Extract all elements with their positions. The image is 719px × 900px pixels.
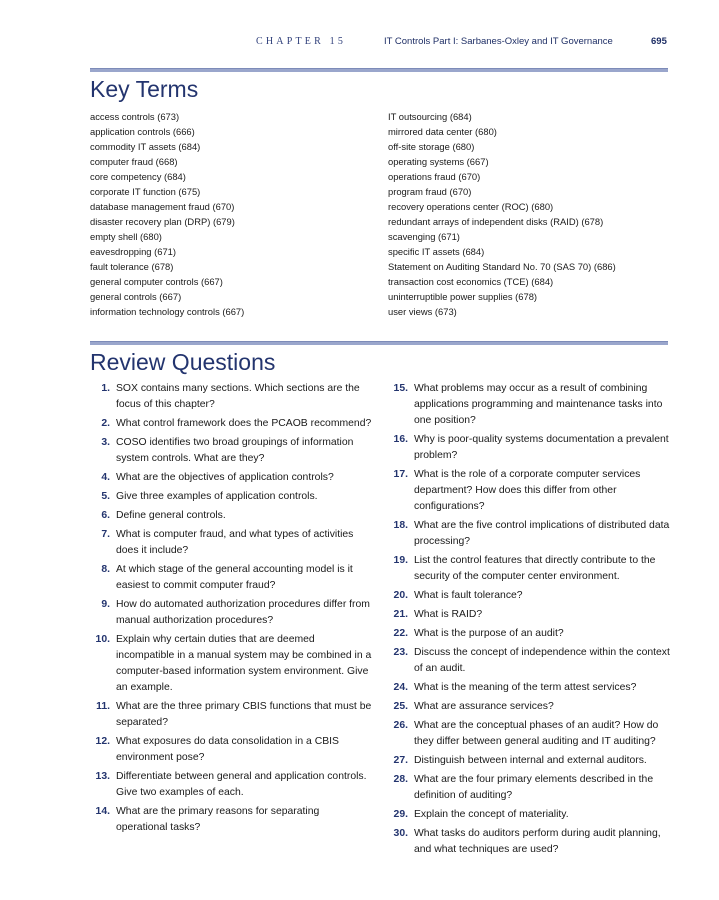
question-text: Define general controls.	[116, 510, 226, 521]
question-text: What is the role of a corporate computer services department? How does this differ from other configurations?	[414, 469, 641, 512]
question-number: 19.	[393, 555, 408, 566]
question-text: What is the purpose of an audit?	[414, 628, 564, 639]
review-question	[86, 632, 372, 696]
key-term: corporate IT function (675)	[90, 186, 201, 197]
key-terms-heading: Key Terms	[90, 76, 199, 102]
question-text: At which stage of the general accounting model is it easiest to commit computer fraud?	[116, 564, 353, 591]
question-text: What are the five control implications of distributed data processing?	[414, 520, 670, 547]
chapter-label: CHAPTER 15	[256, 36, 347, 47]
key-term: mirrored data center (680)	[388, 126, 497, 137]
key-term: uninterruptible power supplies (678)	[388, 291, 538, 302]
question-text: COSO identifies two broad groupings of information system controls. What are they?	[116, 437, 354, 464]
question-number: 1.	[101, 383, 110, 394]
question-number: 16.	[393, 434, 408, 445]
review-question	[86, 435, 372, 467]
section-divider	[90, 68, 668, 72]
key-term: operations fraud (670)	[388, 171, 481, 182]
question-text: Distinguish between internal and external auditors.	[414, 755, 647, 766]
question-text: What is fault tolerance?	[414, 590, 523, 601]
key-term: information technology controls (667)	[90, 306, 245, 317]
question-text: What is computer fraud, and what types of activities does it include?	[116, 529, 354, 556]
question-number: 13.	[95, 771, 110, 782]
review-question	[384, 553, 674, 585]
question-text: Why is poor-quality systems documentation a prevalent problem?	[414, 434, 669, 461]
question-number: 18.	[393, 520, 408, 531]
question-text: SOX contains many sections. Which sections are the focus of this chapter?	[116, 383, 360, 410]
key-term: transaction cost economics (TCE) (684)	[388, 276, 554, 287]
review-question	[384, 381, 674, 429]
question-number: 15.	[393, 383, 408, 394]
review-question	[384, 680, 674, 696]
question-text: What is the meaning of the term attest services?	[414, 682, 637, 693]
question-text: Give three examples of application controls.	[116, 491, 318, 502]
question-text: Explain the concept of materiality.	[414, 809, 569, 820]
question-text: What control framework does the PCAOB recommend?	[116, 418, 372, 429]
review-question	[384, 518, 674, 550]
review-questions-left-column	[86, 381, 372, 839]
question-text: What are the conceptual phases of an audit? How do they differ between general auditing and IT auditing?	[414, 720, 659, 747]
review-question	[86, 470, 372, 486]
key-term: redundant arrays of independent disks (RAID) (678)	[388, 216, 604, 227]
question-text: Discuss the concept of independence within the context of an audit.	[414, 647, 670, 674]
question-text: Explain why certain duties that are deemed incompatible in a manual system may be combined in a computer-based information system environment. Give an example.	[116, 634, 372, 693]
key-term: computer fraud (668)	[90, 156, 178, 167]
key-term: IT outsourcing (684)	[388, 111, 472, 122]
review-question	[86, 508, 372, 524]
question-number: 23.	[393, 647, 408, 658]
review-question	[384, 645, 674, 677]
key-term: recovery operations center (ROC) (680)	[388, 201, 554, 212]
key-term: operating systems (667)	[388, 156, 489, 167]
question-number: 20.	[393, 590, 408, 601]
key-term: core competency (684)	[90, 171, 186, 182]
key-term: empty shell (680)	[90, 231, 162, 242]
question-text: What tasks do auditors perform during audit planning, and what techniques are used?	[414, 828, 661, 855]
question-number: 7.	[101, 529, 110, 540]
question-number: 26.	[393, 720, 408, 731]
question-text: What are the three primary CBIS functions that must be separated?	[116, 701, 372, 728]
review-question	[384, 826, 674, 858]
review-question	[86, 699, 372, 731]
review-question	[384, 626, 674, 642]
question-number: 9.	[101, 599, 110, 610]
question-number: 12.	[95, 736, 110, 747]
question-text: How do automated authorization procedures differ from manual authorization procedures?	[116, 599, 370, 626]
review-question	[384, 772, 674, 804]
key-terms-right-column	[388, 109, 678, 319]
question-number: 28.	[393, 774, 408, 785]
question-number: 29.	[393, 809, 408, 820]
key-term: application controls (666)	[90, 126, 195, 137]
review-question	[86, 489, 372, 505]
key-term: fault tolerance (678)	[90, 261, 174, 272]
review-question	[86, 597, 372, 629]
question-number: 11.	[96, 701, 110, 712]
question-number: 14.	[95, 806, 110, 817]
question-number: 3.	[101, 437, 110, 448]
question-number: 10.	[95, 634, 110, 645]
section-divider	[90, 341, 668, 345]
question-text: What are the four primary elements described in the definition of auditing?	[414, 774, 654, 801]
key-term: database management fraud (670)	[90, 201, 235, 212]
key-term: program fraud (670)	[388, 186, 472, 197]
question-text: What are the objectives of application controls?	[116, 472, 334, 483]
key-term: access controls (673)	[90, 111, 180, 122]
review-question	[86, 416, 372, 432]
review-question	[384, 718, 674, 750]
key-term: Statement on Auditing Standard No. 70 (SAS 70) (686)	[388, 261, 616, 272]
question-number: 25.	[393, 701, 408, 712]
key-term: scavenging (671)	[388, 231, 460, 242]
key-terms-left-column	[90, 109, 380, 319]
question-number: 6.	[101, 510, 110, 521]
review-question	[86, 769, 372, 801]
review-question	[86, 804, 372, 836]
question-text: List the control features that directly contribute to the security of the computer center environment.	[414, 555, 656, 582]
review-questions-heading: Review Questions	[90, 349, 276, 375]
running-head	[0, 36, 719, 50]
chapter-title: IT Controls Part I: Sarbanes-Oxley and IT Governance	[384, 36, 613, 47]
question-number: 27.	[393, 755, 408, 766]
question-text: What is RAID?	[414, 609, 483, 620]
review-question	[384, 699, 674, 715]
review-question	[384, 432, 674, 464]
review-questions-right-column	[384, 381, 674, 861]
question-number: 30.	[393, 828, 408, 839]
question-text: What are assurance services?	[414, 701, 554, 712]
review-question	[384, 467, 674, 515]
key-term: general computer controls (667)	[90, 276, 223, 287]
question-number: 22.	[393, 628, 408, 639]
question-number: 24.	[393, 682, 408, 693]
key-term: commodity IT assets (684)	[90, 141, 201, 152]
question-text: What problems may occur as a result of combining applications programming and maintenance tasks into one position?	[414, 383, 663, 426]
key-term: eavesdropping (671)	[90, 246, 176, 257]
key-term: specific IT assets (684)	[388, 246, 485, 257]
question-number: 17.	[393, 469, 408, 480]
key-term: disaster recovery plan (DRP) (679)	[90, 216, 235, 227]
question-number: 4.	[101, 472, 110, 483]
question-number: 8.	[101, 564, 110, 575]
key-term: user views (673)	[388, 306, 457, 317]
review-question	[384, 588, 674, 604]
question-number: 21.	[393, 609, 408, 620]
question-number: 2.	[101, 418, 110, 429]
review-question	[86, 562, 372, 594]
question-text: What exposures do data consolidation in a CBIS environment pose?	[116, 736, 339, 763]
review-question	[384, 607, 674, 623]
question-number: 5.	[101, 491, 110, 502]
question-text: What are the primary reasons for separating operational tasks?	[116, 806, 320, 833]
review-question	[86, 734, 372, 766]
review-question	[384, 753, 674, 769]
question-text: Differentiate between general and application controls. Give two examples of each.	[116, 771, 367, 798]
key-term: off-site storage (680)	[388, 141, 475, 152]
key-term: general controls (667)	[90, 291, 182, 302]
review-question	[384, 807, 674, 823]
review-question	[86, 381, 372, 413]
page-number: 695	[651, 36, 667, 47]
review-question	[86, 527, 372, 559]
